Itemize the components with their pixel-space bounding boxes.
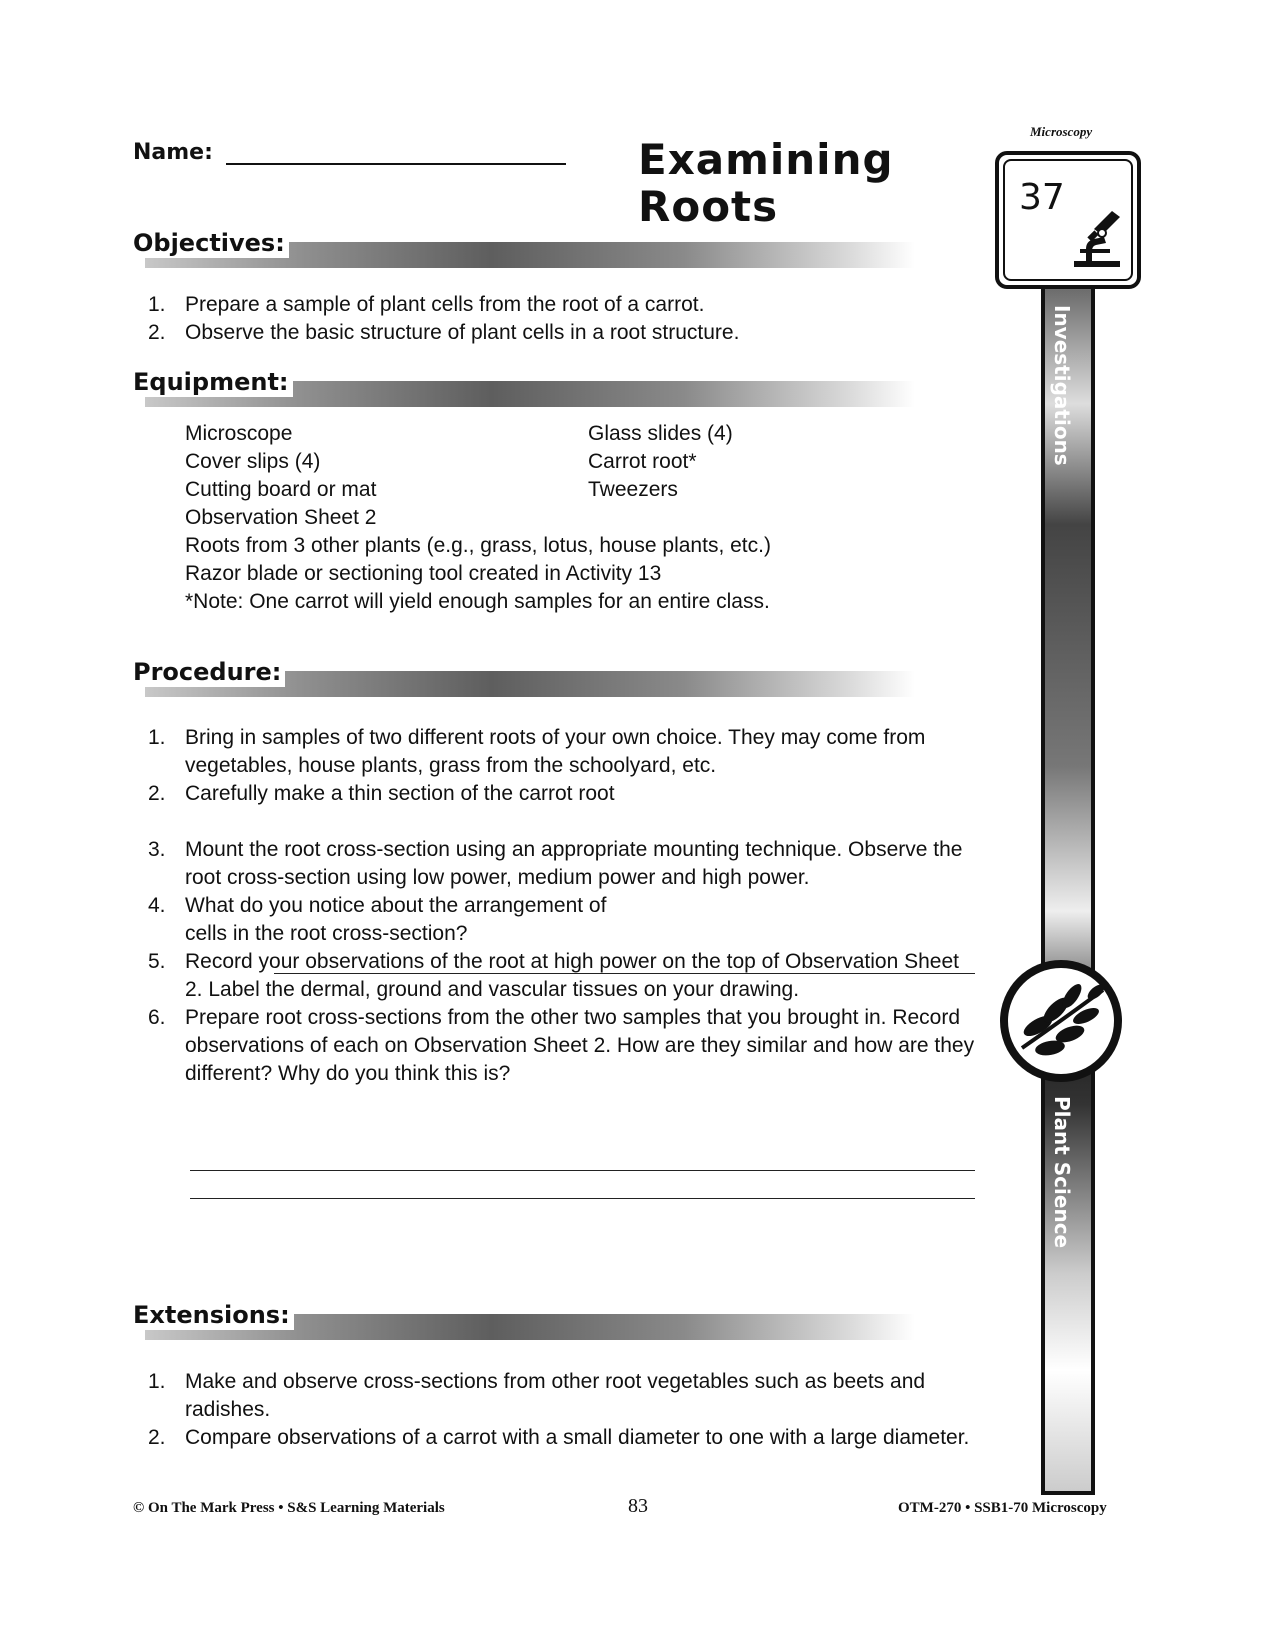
list-item xyxy=(140,892,980,948)
title-line-1: Examining xyxy=(638,135,894,184)
footer-copyright: © On The Mark Press • S&S Learning Materials xyxy=(133,1500,445,1516)
item-text: Carefully make a thin section of the carrot root xyxy=(185,782,615,805)
item-text: Make and observe cross-sections from other root vegetables such as beets and radishes. xyxy=(185,1370,926,1421)
series-label: Microscopy xyxy=(1030,124,1093,139)
equipment-heading-label: Equipment: xyxy=(133,367,293,397)
name-input-line[interactable] xyxy=(226,163,566,165)
sidebar-label-investigations: Investigations xyxy=(1050,305,1074,466)
extensions-heading-label: Extensions: xyxy=(133,1300,294,1330)
leaf-icon xyxy=(1008,968,1114,1074)
item-number: 1. xyxy=(148,726,166,749)
plant-science-emblem xyxy=(1000,960,1122,1082)
list-item xyxy=(140,948,980,1004)
name-label: Name: xyxy=(133,140,213,165)
item-number: 1. xyxy=(148,1370,166,1393)
microscope-icon xyxy=(1064,205,1129,270)
item-number: 3. xyxy=(148,838,166,861)
item-number: 2. xyxy=(148,1426,166,1449)
procedure-heading-label: Procedure: xyxy=(133,657,285,687)
objectives-heading xyxy=(133,228,913,264)
equipment-item: Carrot root* xyxy=(588,450,697,473)
equipment-item: Roots from 3 other plants (e.g., grass, lotus, house plants, etc.) xyxy=(185,534,771,557)
sidebar-label-plant-science: Plant Science xyxy=(1050,1096,1074,1249)
equipment-item: Observation Sheet 2 xyxy=(185,506,377,529)
item-number: 4. xyxy=(148,894,166,917)
item-text: Observe the basic structure of plant cells in a root structure. xyxy=(185,321,740,344)
item-text: Bring in samples of two different roots of your own choice. They may come from vegetables, house plants, grass from the schoolyard, etc. xyxy=(185,726,926,777)
item-text: Record your observations of the root at high power on the top of Observation Sheet 2. Label the dermal, ground and vascular tissues on your drawing. xyxy=(185,950,959,1001)
equipment-item: Microscope xyxy=(185,422,293,445)
item-text: Mount the root cross-section using an appropriate mounting technique. Observe the root cross-section using low power, medium power and high power. xyxy=(185,838,963,889)
item-number: 1. xyxy=(148,293,166,316)
item-text: Prepare root cross-sections from the other two samples that you brought in. Record observations of each on Observation Sheet 2. How are they similar and how are they different? Why do you think this is? xyxy=(185,1006,975,1085)
list-item xyxy=(140,1004,980,1088)
activity-number: 37 xyxy=(1019,177,1065,218)
list-item xyxy=(140,1424,980,1452)
item-number: 2. xyxy=(148,782,166,805)
extensions-heading xyxy=(133,1300,913,1336)
extensions-list xyxy=(140,1368,980,1452)
activity-badge xyxy=(995,151,1141,289)
item-number: 5. xyxy=(148,950,166,973)
procedure-list xyxy=(140,724,980,1088)
list-item xyxy=(140,291,980,319)
list-item xyxy=(140,780,980,808)
answer-line[interactable] xyxy=(190,1170,975,1171)
item-number: 6. xyxy=(148,1006,166,1029)
list-item xyxy=(140,319,980,347)
equipment-item: Razor blade or sectioning tool created in Activity 13 xyxy=(185,562,662,585)
page-number: 83 xyxy=(628,1495,648,1517)
list-item xyxy=(140,836,980,892)
item-text: Compare observations of a carrot with a small diameter to one with a large diameter. xyxy=(185,1426,970,1449)
footer-product-code: OTM-270 • SSB1-70 Microscopy xyxy=(898,1500,1107,1516)
answer-line[interactable] xyxy=(274,973,975,974)
answer-line[interactable] xyxy=(190,1198,975,1199)
equipment-list-col2 xyxy=(588,420,733,504)
list-item xyxy=(140,724,980,780)
emblem-inner xyxy=(1008,968,1114,1074)
procedure-heading xyxy=(133,657,913,693)
equipment-item: Cutting board or mat xyxy=(185,478,377,501)
item-number: 2. xyxy=(148,321,166,344)
equipment-item: Glass slides (4) xyxy=(588,422,733,445)
objectives-list xyxy=(140,291,980,347)
objectives-heading-label: Objectives: xyxy=(133,228,289,258)
equipment-item: Tweezers xyxy=(588,478,678,501)
equipment-item: Cover slips (4) xyxy=(185,450,321,473)
page-title xyxy=(638,136,894,230)
item-text: What do you notice about the arrangement of cells in the root cross-section? xyxy=(185,894,607,945)
title-line-2: Roots xyxy=(638,182,779,231)
item-text: Prepare a sample of plant cells from the root of a carrot. xyxy=(185,293,705,316)
equipment-note: *Note: One carrot will yield enough samples for an entire class. xyxy=(185,590,770,613)
list-item xyxy=(140,1368,980,1424)
equipment-heading xyxy=(133,367,913,403)
